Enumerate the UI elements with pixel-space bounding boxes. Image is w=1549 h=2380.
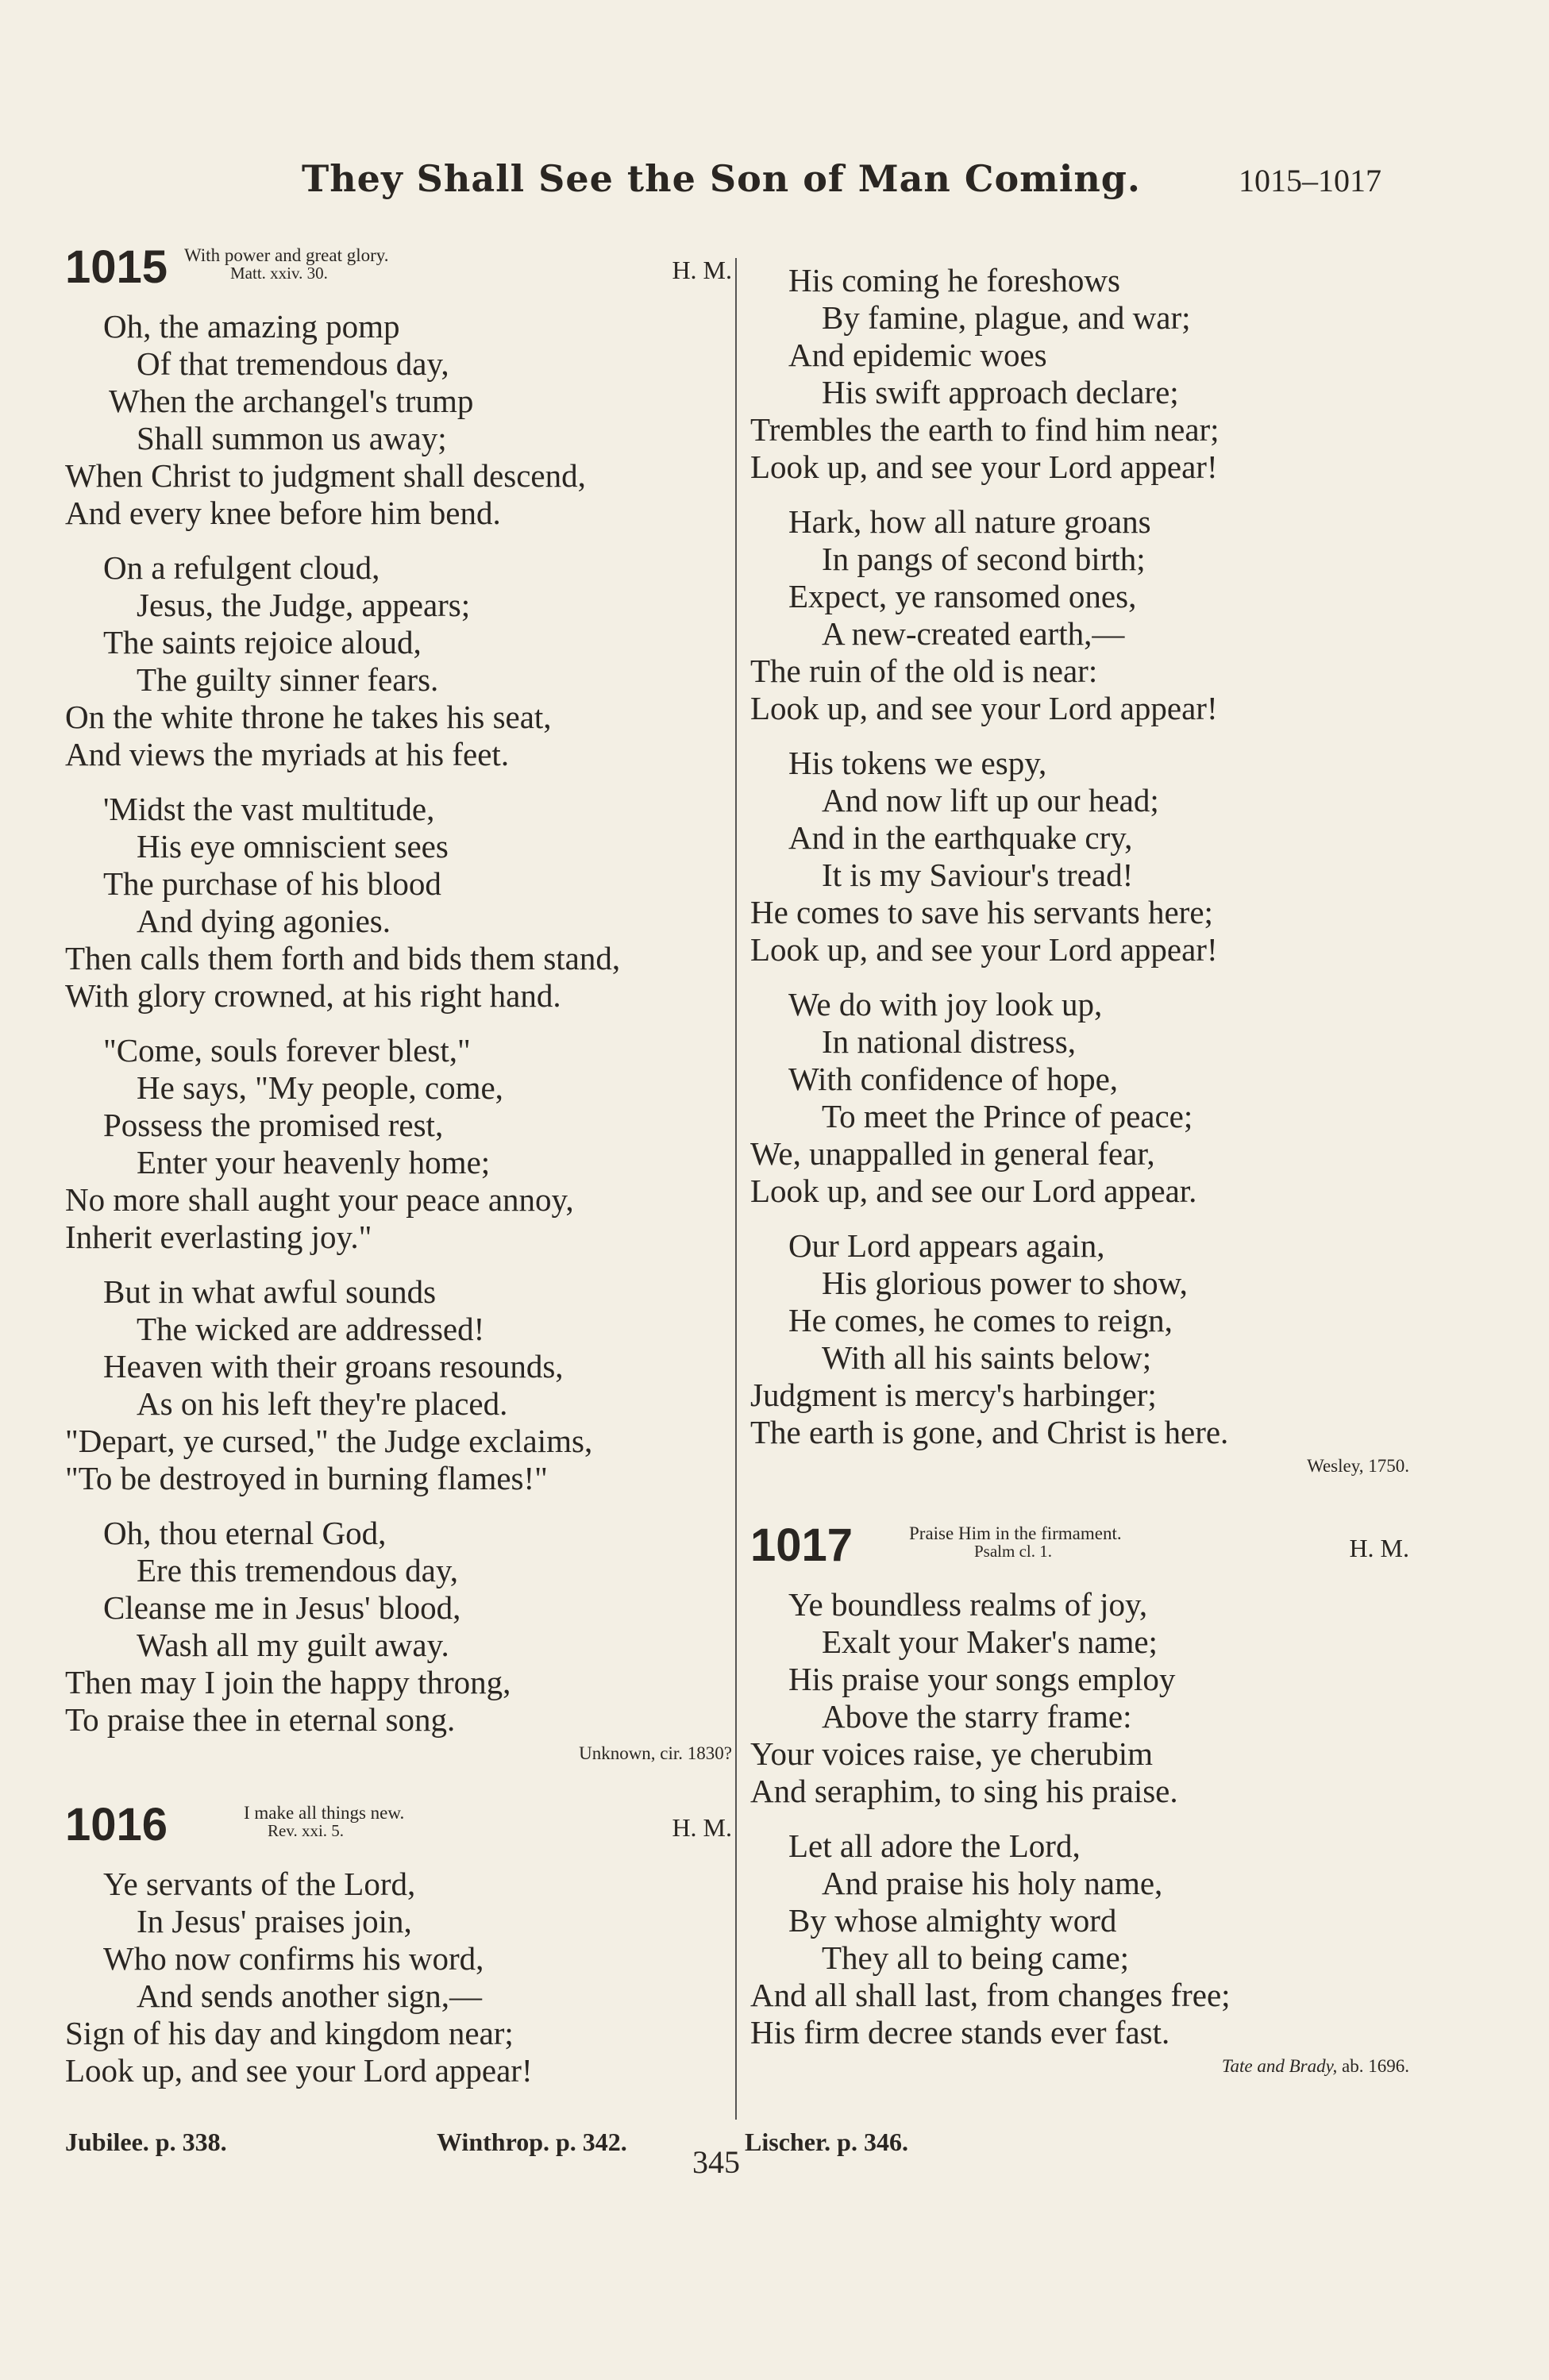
verse-line: The wicked are addressed! xyxy=(137,1311,485,1347)
hymn-author: Wesley, 1750. xyxy=(1307,1456,1409,1476)
verse-line: Cleanse me in Jesus' blood, xyxy=(103,1589,461,1626)
verse-line: Look up, and see your Lord appear! xyxy=(750,690,1218,726)
verse-line: In national distress, xyxy=(822,1023,1076,1060)
verse-line: And all shall last, from changes free; xyxy=(750,1977,1231,2013)
verse-line: And now lift up our head; xyxy=(822,782,1159,818)
stanza xyxy=(750,745,1409,969)
verse-line: He comes to save his servants here; xyxy=(750,894,1213,930)
verse-line: His firm decree stands ever fast. xyxy=(750,2014,1170,2051)
tune-ref-winthrop: Winthrop. p. 342. xyxy=(437,2128,627,2156)
verse-line: To meet the Prince of peace; xyxy=(822,1098,1193,1134)
stanza xyxy=(750,503,1409,727)
hymn-number: 1017 xyxy=(750,1519,853,1571)
hymn-subtitle: Praise Him in the firmament. xyxy=(909,1523,1122,1543)
stanza xyxy=(65,549,732,773)
verse-line: Look up, and see your Lord appear! xyxy=(750,931,1218,968)
verse-line: Oh, the amazing pomp xyxy=(103,308,400,345)
verse-line: Sign of his day and kingdom near; xyxy=(65,2015,514,2051)
verse-line: And dying agonies. xyxy=(137,903,391,939)
verse-line: He says, "My people, come, xyxy=(137,1069,503,1106)
page-number: 345 xyxy=(692,2144,740,2180)
verse-line: Oh, thou eternal God, xyxy=(103,1515,387,1551)
verse-line: Who now confirms his word, xyxy=(103,1940,484,1977)
verse-line: The saints rejoice aloud, xyxy=(103,624,422,660)
hymn-meter: H. M. xyxy=(1349,1534,1409,1562)
hymn-reference: Psalm cl. 1. xyxy=(974,1542,1052,1561)
stanza xyxy=(65,1032,732,1256)
running-head xyxy=(302,157,1381,213)
verse-line: With confidence of hope, xyxy=(788,1061,1119,1097)
verse-line: Exalt your Maker's name; xyxy=(822,1623,1158,1660)
column-divider xyxy=(735,258,737,2120)
verse-line: Trembles the earth to find him near; xyxy=(750,411,1220,448)
stanza xyxy=(65,791,732,1015)
verse-line: We do with joy look up, xyxy=(788,986,1103,1022)
verse-line: 'Midst the vast multitude, xyxy=(103,791,435,827)
verse-line: Look up, and see your Lord appear! xyxy=(750,449,1218,485)
verse-line: His glorious power to show, xyxy=(822,1265,1188,1301)
hymn-1015 xyxy=(65,241,732,1764)
hymn-header xyxy=(750,1519,1409,1586)
verse-line: He comes, he comes to reign, xyxy=(788,1302,1173,1338)
verse-line: Our Lord appears again, xyxy=(788,1227,1105,1264)
verse-line: The ruin of the old is near: xyxy=(750,653,1098,689)
hymn-range: 1015–1017 xyxy=(1239,163,1381,198)
verse-line: "Come, souls forever blest," xyxy=(103,1032,471,1069)
hymn-reference: Matt. xxiv. 30. xyxy=(230,264,328,283)
verse-line: And seraphim, to sing his praise. xyxy=(750,1773,1178,1809)
verse-line: His swift approach declare; xyxy=(822,374,1179,410)
tune-ref-lischer: Lischer. p. 346. xyxy=(745,2128,908,2156)
verse-line: Wash all my guilt away. xyxy=(137,1627,449,1663)
verse-line: Look up, and see your Lord appear! xyxy=(65,2052,533,2089)
author-date: ab. 1696. xyxy=(1342,2056,1409,2076)
verse-line: A new-created earth,— xyxy=(822,615,1125,652)
hymn-1017 xyxy=(750,1519,1409,2077)
hymn-1016 xyxy=(65,1799,732,2107)
verse-line: And views the myriads at his feet. xyxy=(65,736,510,772)
verse-line: Above the starry frame: xyxy=(822,1698,1132,1735)
stanza xyxy=(750,1827,1409,2051)
verse-line: Let all adore the Lord, xyxy=(788,1827,1081,1864)
verse-line: Enter your heavenly home; xyxy=(137,1144,491,1180)
stanza xyxy=(65,1515,732,1739)
verse-line: But in what awful sounds xyxy=(103,1273,437,1310)
verse-line: The guilty sinner fears. xyxy=(137,661,439,698)
verse-line: Ye servants of the Lord, xyxy=(103,1866,416,1902)
verse-line: With glory crowned, at his right hand. xyxy=(65,977,561,1014)
verse-line: Your voices raise, ye cherubim xyxy=(750,1735,1154,1772)
hymn-reference: Rev. xxi. 5. xyxy=(268,1821,345,1840)
tune-ref-jubilee: Jubilee. p. 338. xyxy=(65,2128,227,2156)
hymn-1016-continued xyxy=(750,262,1409,1477)
hymn-subtitle: With power and great glory. xyxy=(184,245,389,265)
verse-line: Judgment is mercy's harbinger; xyxy=(750,1377,1157,1413)
hymn-header xyxy=(65,241,732,308)
verse-line: His eye omniscient sees xyxy=(137,828,449,865)
verse-line: The earth is gone, and Christ is here. xyxy=(750,1414,1229,1450)
hymn-meter: H. M. xyxy=(672,256,732,284)
verse-line: In pangs of second birth; xyxy=(822,541,1146,577)
verse-line: Possess the promised rest, xyxy=(103,1107,444,1143)
verse-line: The purchase of his blood xyxy=(103,865,441,902)
stanza xyxy=(750,1586,1409,1810)
verse-line: Of that tremendous day, xyxy=(137,345,449,382)
hymn-author xyxy=(750,2056,1409,2077)
verse-line: They all to being came; xyxy=(822,1939,1130,1976)
verse-line: We, unappalled in general fear, xyxy=(750,1135,1155,1172)
hymn-author: Unknown, cir. 1830? xyxy=(579,1743,732,1763)
verse-line: On the white throne he takes his seat, xyxy=(65,699,552,735)
verse-line: When Christ to judgment shall descend, xyxy=(65,457,586,494)
verse-line: Shall summon us away; xyxy=(137,420,447,456)
stanza xyxy=(750,986,1409,1210)
verse-line: And in the earthquake cry, xyxy=(788,819,1133,856)
stanza xyxy=(65,1866,732,2089)
verse-line: No more shall aught your peace annoy, xyxy=(65,1181,574,1218)
stanza xyxy=(750,1227,1409,1451)
hymn-meter: H. M. xyxy=(672,1813,732,1842)
verse-line: His praise your songs employ xyxy=(788,1661,1176,1697)
page-title: They Shall See the Son of Man Coming. xyxy=(302,157,1141,200)
stanza xyxy=(65,1273,732,1497)
verse-line: As on his left they're placed. xyxy=(137,1385,508,1422)
verse-line: "Depart, ye cursed," the Judge exclaims, xyxy=(65,1423,593,1459)
stanza xyxy=(65,308,732,532)
verse-line: Heaven with their groans resounds, xyxy=(103,1348,564,1384)
author-name: Tate and Brady, xyxy=(1221,2056,1338,2076)
verse-line: On a refulgent cloud, xyxy=(103,549,380,586)
verse-line: "To be destroyed in burning flames!" xyxy=(65,1460,548,1496)
verse-line: And sends another sign,— xyxy=(137,1978,483,2014)
verse-line: Expect, ye ransomed ones, xyxy=(788,578,1137,614)
verse-line: When the archangel's trump xyxy=(109,383,474,419)
hymn-number: 1015 xyxy=(65,241,168,293)
hymn-header xyxy=(65,1799,732,1866)
verse-line: And praise his holy name, xyxy=(822,1865,1163,1901)
verse-line: In Jesus' praises join, xyxy=(137,1903,412,1939)
verse-line: Ye boundless realms of joy, xyxy=(788,1586,1148,1623)
verse-line: And every knee before him bend. xyxy=(65,495,501,531)
verse-line: Jesus, the Judge, appears; xyxy=(137,587,471,623)
verse-line: To praise thee in eternal song. xyxy=(65,1701,456,1738)
verse-line: With all his saints below; xyxy=(822,1339,1152,1376)
stanza xyxy=(750,262,1409,486)
verse-line: By whose almighty word xyxy=(788,1902,1117,1939)
verse-line: It is my Saviour's tread! xyxy=(822,857,1134,893)
hymn-subtitle: I make all things new. xyxy=(244,1803,405,1823)
verse-line: By famine, plague, and war; xyxy=(822,299,1191,336)
verse-line: His tokens we espy, xyxy=(788,745,1047,781)
verse-line: His coming he foreshows xyxy=(788,262,1120,298)
verse-line: Then calls them forth and bids them stand, xyxy=(65,940,621,976)
verse-line: And epidemic woes xyxy=(788,337,1047,373)
verse-line: Then may I join the happy throng, xyxy=(65,1664,511,1700)
verse-line: Inherit everlasting joy." xyxy=(65,1219,372,1255)
verse-line: Look up, and see our Lord appear. xyxy=(750,1173,1197,1209)
verse-line: Ere this tremendous day, xyxy=(137,1552,458,1589)
hymn-number: 1016 xyxy=(65,1799,168,1850)
verse-line: Hark, how all nature groans xyxy=(788,503,1151,540)
